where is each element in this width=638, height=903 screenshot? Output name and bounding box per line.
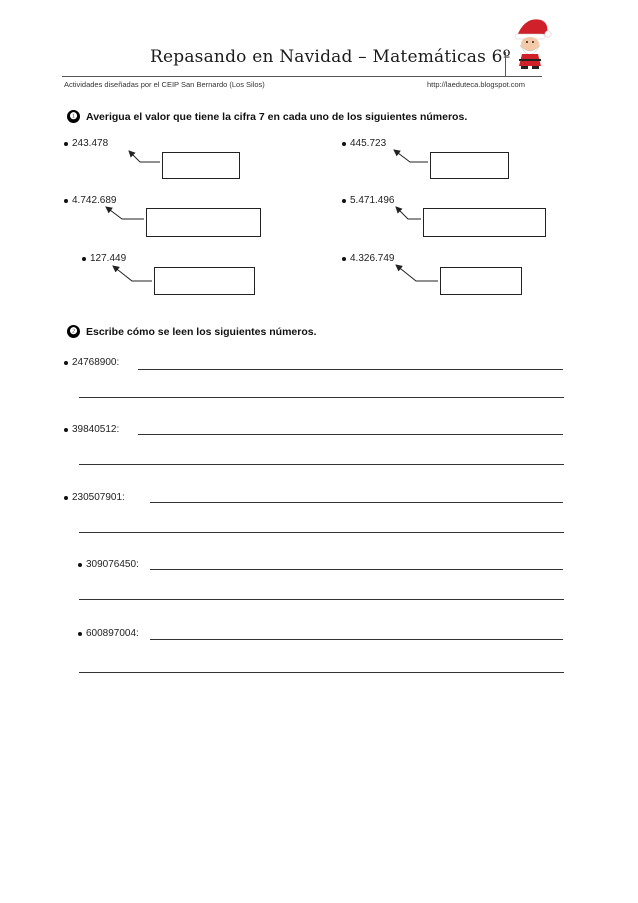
write-line-2a[interactable]: [138, 434, 563, 435]
arrow-6: [396, 265, 438, 281]
number-label: 243.478: [72, 138, 109, 149]
write-line-4a[interactable]: [150, 569, 563, 570]
answer-box-5[interactable]: [154, 267, 255, 295]
section2-number: ❷: [67, 325, 80, 338]
write-line-1a[interactable]: [138, 369, 563, 370]
bullet-icon: [82, 257, 86, 261]
read-item-4: [78, 559, 139, 570]
read-item-label: 24768900:: [72, 357, 120, 368]
bullet-icon: [342, 142, 346, 146]
read-item-1: [64, 357, 119, 368]
number-label: 127.449: [90, 253, 127, 264]
read-item-label: 309076450:: [86, 559, 139, 570]
read-item-2: [64, 424, 119, 435]
page-title: Repasando en Navidad – Matemáticas 6º: [150, 47, 511, 67]
read-item-label: 39840512:: [72, 424, 120, 435]
bullet-icon: [78, 632, 82, 636]
arrow-2: [394, 150, 428, 162]
section1-number: ❶: [67, 110, 80, 123]
write-line-3a[interactable]: [150, 502, 563, 503]
bullet-icon: [64, 142, 68, 146]
read-item-label: 600897004:: [86, 628, 139, 639]
bullet-icon: [64, 361, 68, 365]
bullet-icon: [64, 199, 68, 203]
read-item-5: [78, 628, 139, 639]
answer-box-3[interactable]: [146, 208, 261, 237]
bullet-icon: [342, 257, 346, 261]
number-label: 5.471.496: [350, 195, 395, 206]
section2-heading: [67, 325, 317, 338]
credit-text: Actividades diseñadas por el CEIP San Bernardo (Los Silos): [64, 80, 265, 89]
number-item-5: [82, 253, 126, 264]
section2-instruction: Escribe cómo se leen los siguientes números.: [86, 325, 317, 338]
read-item-label: 230507901:: [72, 492, 125, 503]
number-item-6: [342, 253, 395, 264]
answer-box-4[interactable]: [423, 208, 546, 237]
bullet-icon: [342, 199, 346, 203]
read-item-3: [64, 492, 125, 503]
answer-box-1[interactable]: [162, 152, 240, 179]
number-item-1: [64, 138, 108, 149]
write-line-4b[interactable]: [79, 599, 564, 600]
blog-url[interactable]: http://laeduteca.blogspot.com: [427, 80, 525, 89]
answer-box-6[interactable]: [440, 267, 522, 295]
arrow-4: [396, 207, 421, 219]
write-line-3b[interactable]: [79, 532, 564, 533]
section1-heading: [67, 110, 467, 123]
number-item-4: [342, 195, 395, 206]
number-item-2: [342, 138, 386, 149]
arrow-3: [106, 207, 144, 219]
arrow-1: [129, 151, 160, 162]
section1-instruction: Averigua el valor que tiene la cifra 7 en cada uno de los siguientes números.: [86, 110, 468, 123]
number-label: 4.326.749: [350, 253, 395, 264]
answer-box-2[interactable]: [430, 152, 509, 179]
write-line-5b[interactable]: [79, 672, 564, 673]
number-item-3: [64, 195, 117, 206]
bullet-icon: [64, 428, 68, 432]
write-line-2b[interactable]: [79, 464, 564, 465]
arrow-5: [113, 266, 152, 281]
bullet-icon: [64, 496, 68, 500]
number-label: 4.742.689: [72, 195, 117, 206]
write-line-5a[interactable]: [150, 639, 563, 640]
header-divider: [62, 76, 542, 77]
bullet-icon: [78, 563, 82, 567]
santa-claus-icon: [507, 14, 553, 70]
header-divider-vertical: [505, 52, 506, 76]
number-label: 445.723: [350, 138, 387, 149]
write-line-1b[interactable]: [79, 397, 564, 398]
